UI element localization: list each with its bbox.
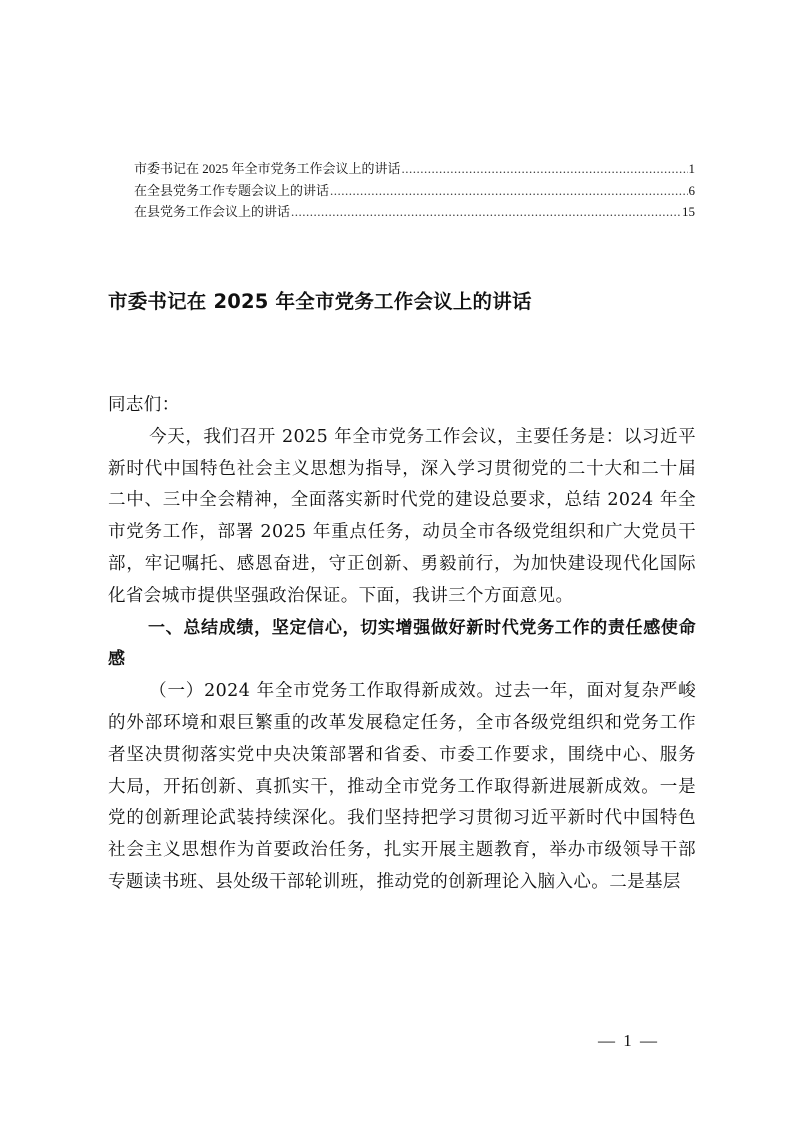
- table-of-contents: [134, 158, 695, 223]
- toc-entry-title[interactable]: 市委书记在 2025 年全市党务工作会议上的讲话: [134, 161, 401, 176]
- subsection-paragraph: （一）2024 年全市党务工作取得新成效。过去一年，面对复杂严峻的外部环境和艰巨繁重的改革发展稳定任务，全市各级党组织和党务工作者坚决贯彻落实党中央决策部署和省委、市委工作要求，围绕中心、服务大局，开拓创新、真抓实干，推动全市党务工作取得新进展新成效。一是党的创新理论武装持续深化。我们坚持把学习贯彻习近平新时代中国特色社会主义思想作为首要政治任务，扎实开展主题教育，举办市级领导干部专题读书班、县处级干部轮训班，推动党的创新理论入脑入心。二是基层: [108, 681, 696, 892]
- toc-entry-title[interactable]: 在全县党务工作专题会议上的讲话: [134, 182, 330, 198]
- body-paragraph: 今天，我们召开 2025 年全市党务工作会议，主要任务是：以习近平新时代中国特色社会主义思想为指导，深入学习贯彻党的二十大和二十届二中、三中全会精神，全面落实新时代党的建设总要求，总结 2024 年全市党务工作，部署 2025 年重点任务，动员全市各级党组织和广大党员干部，牢记嘱托、感恩奋进，守正创新、勇毅前行，为加快建设现代化国际化省会城市提供坚强政治保证。下面，我讲三个方面意见。: [108, 426, 696, 606]
- toc-leader-dots: [330, 180, 687, 202]
- page-number: — 1 —: [598, 1031, 659, 1050]
- document-title: 市委书记在 2025 年全市党务工作会议上的讲话: [108, 290, 532, 313]
- toc-entry-title[interactable]: 在县党务工作会议上的讲话: [134, 204, 291, 219]
- toc-entry-page[interactable]: 1: [688, 161, 695, 176]
- toc-entry-page[interactable]: 6: [688, 182, 695, 198]
- toc-entry[interactable]: [134, 180, 695, 202]
- toc-leader-dots: [291, 201, 681, 223]
- toc-entry[interactable]: [134, 158, 695, 180]
- section-heading: 一、总结成绩，坚定信心，切实增强做好新时代党务工作的责任感使命感: [108, 617, 696, 670]
- toc-leader-dots: [402, 158, 688, 180]
- toc-entry-page[interactable]: 15: [682, 204, 695, 219]
- salutation: 同志们：: [108, 395, 180, 415]
- document-body: [108, 390, 696, 899]
- toc-entry[interactable]: [134, 201, 695, 223]
